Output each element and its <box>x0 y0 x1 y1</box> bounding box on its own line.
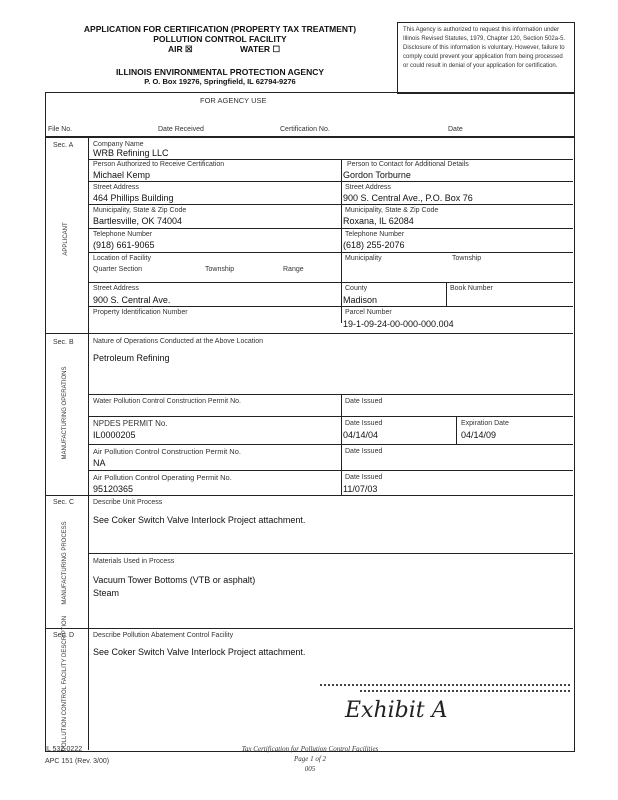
water-permit-label: Water Pollution Control Construction Permit No. <box>93 398 241 405</box>
form-number: IL 532-0222 <box>45 746 83 753</box>
contact-name[interactable]: Gordon Torburne <box>343 170 411 180</box>
parcel-label: Parcel Number <box>345 309 392 316</box>
describe-value[interactable]: See Coker Switch Valve Interlock Project attachment. <box>93 647 306 657</box>
purpose-label: Describe Unit Process <box>93 499 163 506</box>
street-label-left: Street Address <box>93 184 139 191</box>
notice-text: This Agency is authorized to request this information under Illinois Revised Statutes, 1979, Chapter 120, Section 502a-5. Disclosure of this information is voluntary. However, failure to comply could prevent your application from being processed or could result in denial of your application for certification. <box>403 27 566 69</box>
phone-label-right: Telephone Number <box>345 231 405 238</box>
muni-label-left: Municipality, State & Zip Code <box>93 207 187 214</box>
notice-box <box>397 22 575 94</box>
expiration-label: Expiration Date <box>461 420 509 427</box>
parcel-number[interactable]: 19-1-09-24-00-000-000.004 <box>343 319 454 329</box>
agency-address: P. O. Box 19276, Springfield, IL 62794-9276 <box>144 77 296 86</box>
materials-label: Materials Used in Process <box>93 558 175 565</box>
agency-name: ILLINOIS ENVIRONMENTAL PROTECTION AGENCY <box>115 67 325 77</box>
exhibit-label: Exhibit A <box>345 698 448 723</box>
nature-value[interactable]: Petroleum Refining <box>93 353 170 363</box>
air-operating-label: Air Pollution Control Operating Permit No. <box>93 473 232 482</box>
range-label: Range <box>283 266 304 273</box>
air-construction-value[interactable]: NA <box>93 458 106 468</box>
sec-c-side-label: MANUFACTURING PROCESS <box>62 521 68 605</box>
muni-left[interactable]: Bartlesville, OK 74004 <box>93 216 183 226</box>
quarter-section-label: Quarter Section <box>93 266 143 273</box>
nature-label: Nature of Operations Conducted at the Above Location <box>93 338 264 345</box>
form-subtitle: POLLUTION CONTROL FACILITY <box>153 34 287 44</box>
township-label-left: Township <box>205 266 235 273</box>
describe-label: Describe Pollution Abatement Control Facility <box>93 632 234 639</box>
material-1[interactable]: Vacuum Tower Bottoms (VTB or asphalt) <box>93 575 256 585</box>
phone-label-left: Telephone Number <box>93 231 153 238</box>
date-issued-label-3: Date Issued <box>345 448 383 455</box>
air-construction-label: Air Pollution Control Construction Permit No. <box>93 447 241 456</box>
sec-a-tag: Sec. A <box>53 142 74 149</box>
purpose-value[interactable]: See Coker Switch Valve Interlock Project attachment. <box>93 515 306 525</box>
sec-b-tag: Sec. B <box>53 339 74 346</box>
form-title: APPLICATION FOR CERTIFICATION (PROPERTY TAX TREATMENT) <box>83 24 357 34</box>
sec-b-side-label: MANUFACTURING OPERATIONS <box>62 366 68 460</box>
sec-a-side-label: APPLICANT <box>63 222 69 256</box>
sec-c-tag: Sec. C <box>53 499 75 506</box>
date-issued-2[interactable]: 04/14/04 <box>343 430 379 440</box>
muni-right[interactable]: Roxana, IL 62084 <box>343 216 414 226</box>
muni-label-right: Municipality, State & Zip Code <box>345 207 439 214</box>
date-issued-label-1: Date Issued <box>345 398 383 405</box>
water-label: WATER ☐ <box>240 44 281 54</box>
date-issued-label-4: Date Issued <box>345 474 383 481</box>
phone-right[interactable]: (618) 255-2076 <box>343 240 405 250</box>
county[interactable]: Madison <box>343 295 378 305</box>
township-label-right: Township <box>452 255 482 262</box>
date-issued-label-2: Date Issued <box>345 420 383 427</box>
agency-use-banner: FOR AGENCY USE <box>200 96 267 105</box>
material-2[interactable]: Steam <box>93 588 120 598</box>
npdes-value[interactable]: IL0000205 <box>93 430 136 440</box>
expiration-value[interactable]: 04/14/09 <box>461 430 497 440</box>
county-label: County <box>345 285 368 292</box>
date-label: Date <box>448 126 463 133</box>
street-right[interactable]: 900 S. Central Ave., P.O. Box 76 <box>343 193 473 203</box>
form-revision: APC 151 (Rev. 3/00) <box>45 758 110 765</box>
signature-line <box>320 684 570 686</box>
footer-page: Page 1 of 2 <box>293 755 327 763</box>
authorized-label: Person Authorized to Receive Certification <box>93 161 225 168</box>
sec-d-tag: Sec. D <box>53 632 75 639</box>
street-left[interactable]: 464 Phillips Building <box>93 193 174 203</box>
sec-d-side-label: POLLUTION CONTROL FACILITY DESCRIPTION <box>62 615 68 751</box>
book-number-label: Book Number <box>450 285 493 292</box>
air-label: AIR ☒ <box>168 44 193 54</box>
property-id-label: Property Identification Number <box>93 309 188 316</box>
fac-street-label: Street Address <box>93 285 139 292</box>
location-label: Location of Facility <box>93 255 151 262</box>
municipality-label: Municipality <box>345 255 382 262</box>
company-name[interactable]: WRB Refining LLC <box>93 148 169 158</box>
file-no-label: File No. <box>48 126 73 133</box>
npdes-label: NPDES PERMIT No. <box>93 419 168 428</box>
date-received-label: Date Received <box>158 126 204 133</box>
certification-no-label: Certification No. <box>280 126 330 133</box>
fac-street[interactable]: 900 S. Central Ave. <box>93 295 171 305</box>
contact-label: Person to Contact for Additional Details <box>347 161 469 168</box>
footer-code: 005 <box>304 765 316 773</box>
water-checkbox[interactable]: ☐ <box>272 44 281 54</box>
authorized-name[interactable]: Michael Kemp <box>93 170 151 180</box>
signature-line-2 <box>360 690 570 692</box>
company-name-label: Company Name <box>93 141 144 148</box>
phone-left[interactable]: (918) 661-9065 <box>93 240 155 250</box>
date-issued-4[interactable]: 11/07/03 <box>343 484 378 494</box>
footer-title: Tax Certification for Pollution Control Facilities <box>241 745 379 753</box>
air-operating-value[interactable]: 95120365 <box>93 484 134 494</box>
air-checkbox[interactable]: ☒ <box>185 44 193 54</box>
street-label-right: Street Address <box>345 184 391 191</box>
